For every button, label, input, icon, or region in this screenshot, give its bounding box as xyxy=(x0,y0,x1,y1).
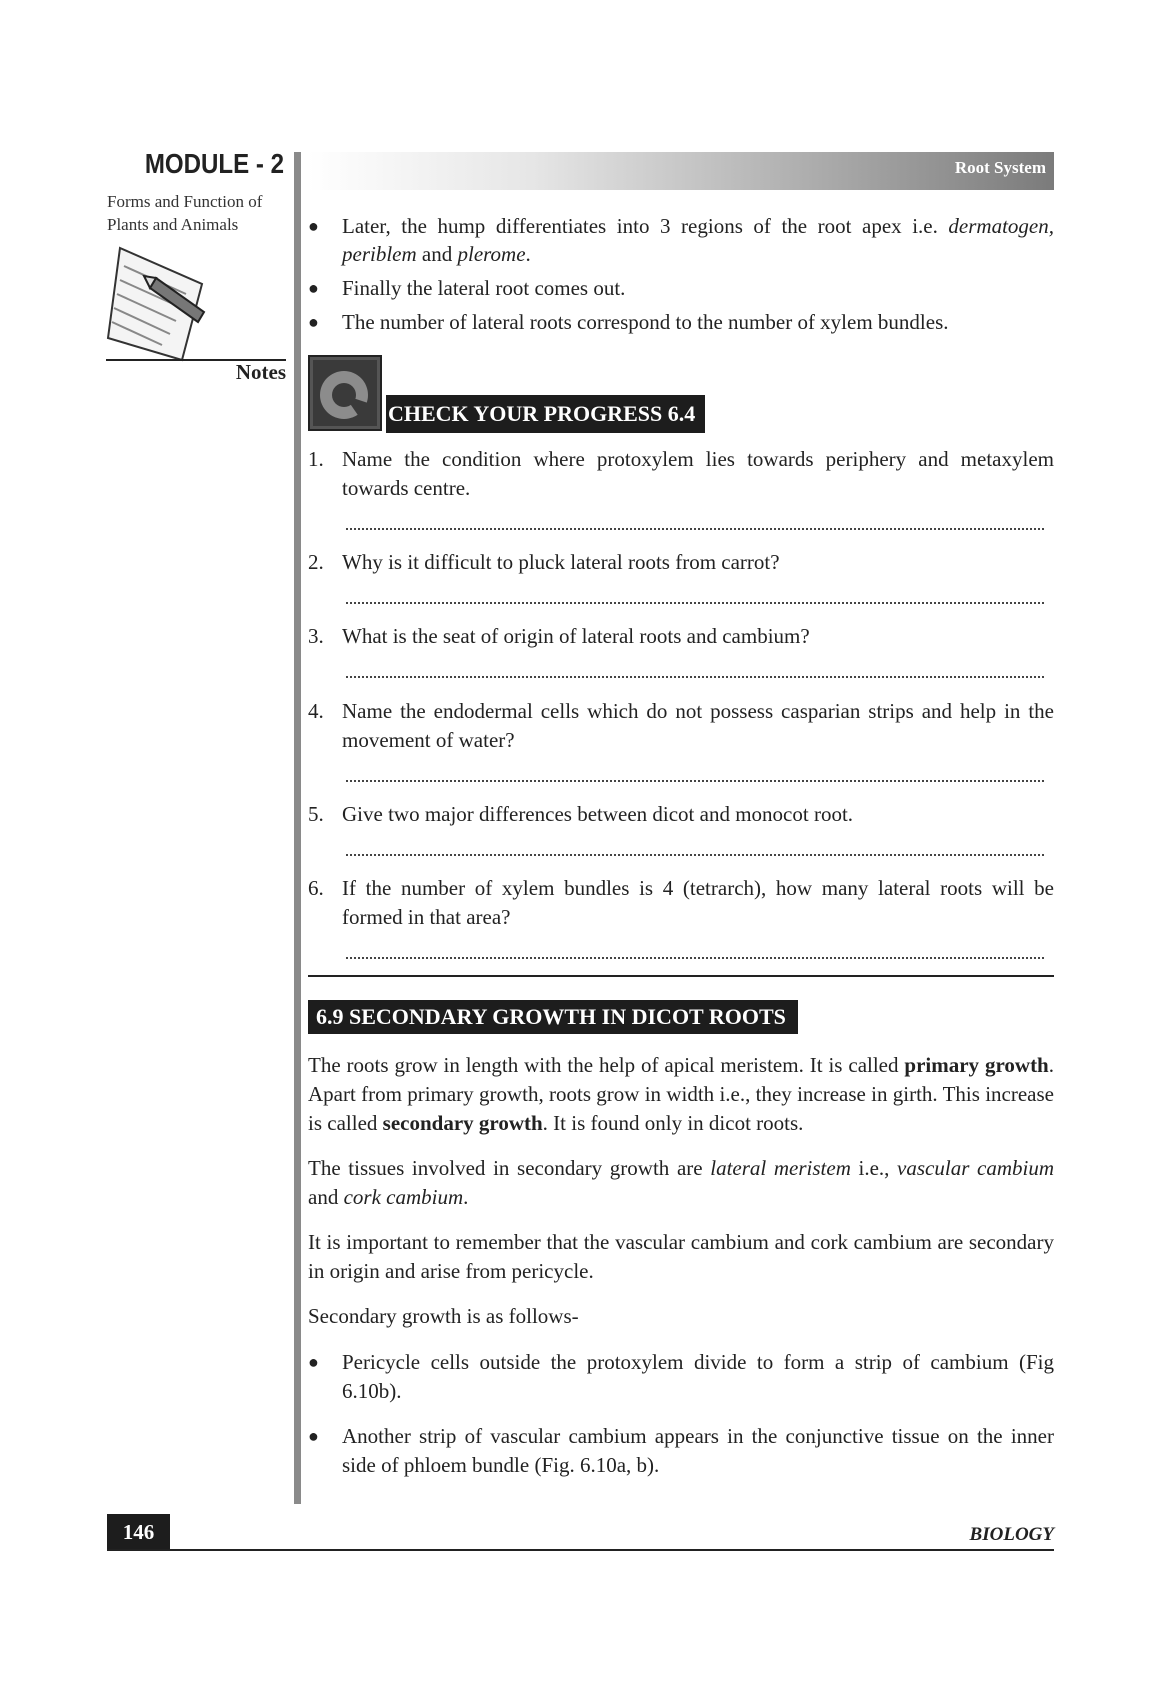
paragraph-3: It is important to remember that the vascular cambium and cork cambium are secondary in origin and arise from pericycle. xyxy=(308,1230,1054,1283)
section-heading: 6.9 SECONDARY GROWTH IN DICOT ROOTS xyxy=(308,1000,798,1034)
answer-line-5 xyxy=(346,852,1044,856)
check-progress-title: CHECK YOUR PROGRESS 6.4 xyxy=(386,395,705,433)
notes-label: Notes xyxy=(235,360,286,384)
footer-subject: BIOLOGY xyxy=(969,1524,1054,1545)
section-header-title: Root System xyxy=(954,158,1046,177)
margin-bar xyxy=(294,152,301,1504)
bullet-icon: ● xyxy=(308,1352,319,1372)
question-3: 3. What is the seat of origin of lateral roots and cambium? xyxy=(308,624,810,648)
section-divider xyxy=(308,975,1054,977)
module-title: MODULE - 2 xyxy=(144,148,284,179)
section-bullets xyxy=(308,1348,1054,1486)
question-4: 4. Name the endodermal cells which do not possess casparian strips and help in the movement of water? xyxy=(308,699,1054,752)
bullet-icon: ● xyxy=(308,278,319,298)
bullet-icon: ● xyxy=(308,312,319,332)
notepad-pencil-icon xyxy=(106,244,218,364)
list-item: ● The number of lateral roots correspond to the number of xylem bundles. xyxy=(308,310,949,334)
module-subtitle-line2: Plants and Animals xyxy=(107,215,239,234)
footer-rule xyxy=(107,1549,1054,1551)
list-item: ● Finally the lateral root comes out. xyxy=(308,276,626,300)
paragraph-2: The tissues involved in secondary growth are lateral meristem i.e., vascular cambium and cork cambium. xyxy=(308,1156,1054,1209)
bullet-icon: ● xyxy=(308,216,319,236)
list-item: ● Another strip of vascular cambium appears in the conjunctive tissue on the inner side of phloem bundle (Fig. 6.10a, b). xyxy=(308,1424,1054,1477)
paragraph-4: Secondary growth is as follows- xyxy=(308,1304,579,1328)
answer-line-2 xyxy=(346,600,1044,604)
top-bullets xyxy=(308,212,1054,342)
question-6: 6. If the number of xylem bundles is 4 (tetrarch), how many lateral roots will be formed in that area? xyxy=(308,876,1054,929)
module-subtitle xyxy=(107,190,287,236)
question-1: 1. Name the condition where protoxylem lies towards periphery and metaxylem towards centre. xyxy=(308,447,1054,500)
list-item: ● Pericycle cells outside the protoxylem divide to form a strip of cambium (Fig 6.10b). xyxy=(308,1350,1054,1403)
question-2: 2. Why is it difficult to pluck lateral roots from carrot? xyxy=(308,550,780,574)
paragraph-1: The roots grow in length with the help of apical meristem. It is called primary growth. Apart from primary growth, roots grow in width i.e., they increase in girth. This increase is called secondary growth. It is found only in dicot roots. xyxy=(308,1053,1054,1135)
bullet-icon: ● xyxy=(308,1426,319,1446)
q-circle-icon xyxy=(308,355,382,431)
list-item: ● Later, the hump differentiates into 3 regions of the root apex i.e. dermatogen, periblem and plerome. xyxy=(308,214,1054,266)
page-number: 146 xyxy=(107,1514,170,1550)
answer-line-1 xyxy=(346,526,1044,530)
answer-line-3 xyxy=(346,674,1044,678)
header-band xyxy=(308,152,1054,190)
question-5: 5. Give two major differences between dicot and monocot root. xyxy=(308,802,854,826)
answer-line-6 xyxy=(346,955,1044,959)
module-subtitle-line1: Forms and Function of xyxy=(107,192,263,211)
answer-line-4 xyxy=(346,778,1044,782)
